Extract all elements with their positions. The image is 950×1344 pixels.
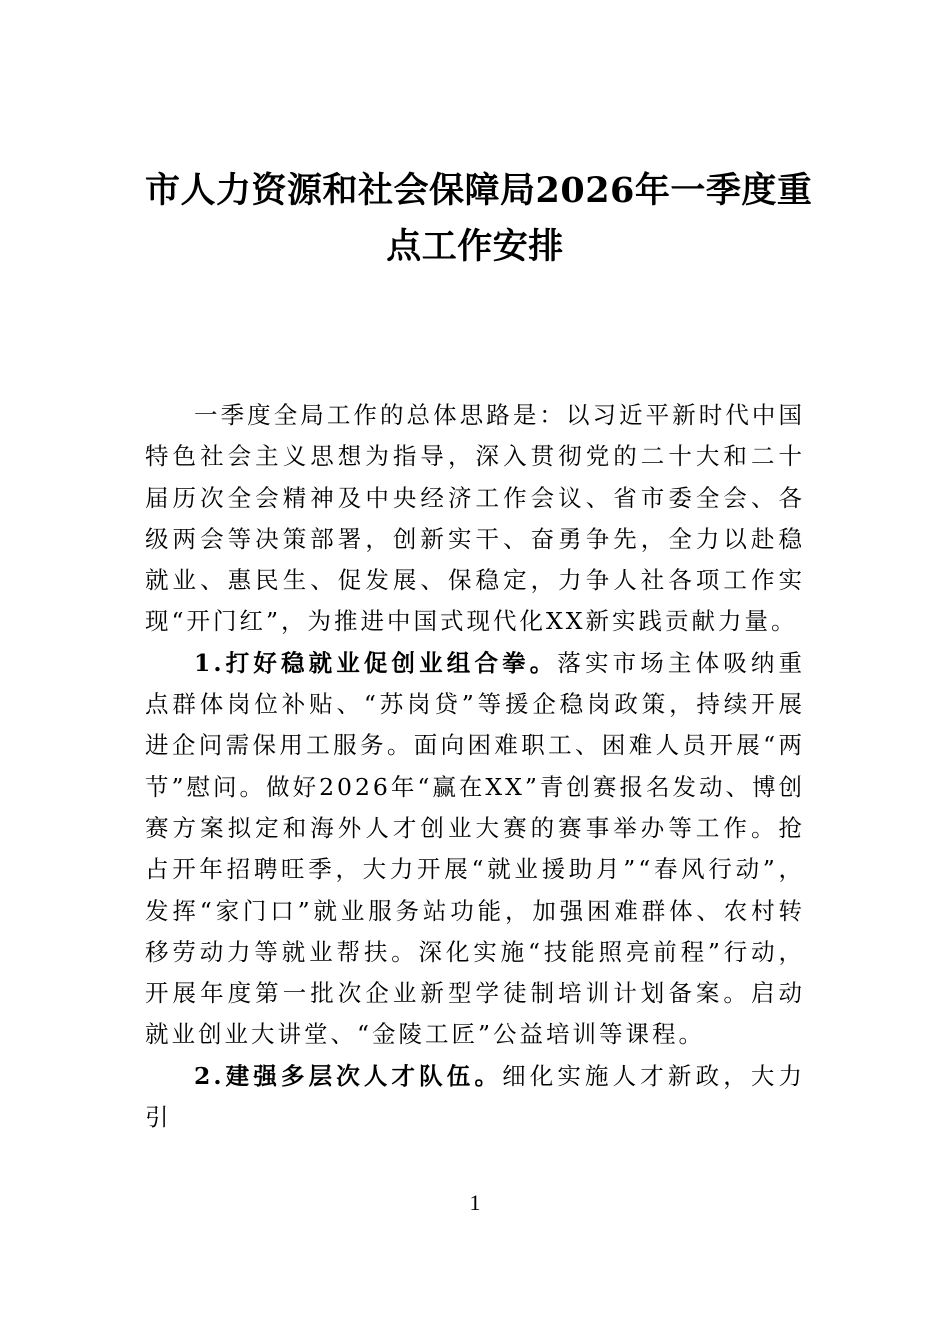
page-number: 1 xyxy=(469,1190,481,1215)
title-line-2: 点工作安排 xyxy=(386,226,564,267)
document-body xyxy=(145,395,805,1138)
title-line-1: 市人力资源和社会保障局2026年一季度重 xyxy=(145,170,813,211)
section-heading-2: 2.建强多层次人才队伍。 xyxy=(194,1061,503,1090)
section-heading-1: 1.打好稳就业促创业组合拳。 xyxy=(194,648,558,677)
section-paragraph-1 xyxy=(145,643,805,1056)
document-title xyxy=(145,163,813,275)
intro-paragraph: 一季度全局工作的总体思路是：以习近平新时代中国特色社会主义思想为指导，深入贯彻党的二十大和二十届历次全会精神及中央经济工作会议、省市委全会、各级两会等决策部署，创新实干、奋勇争先，全力以赴稳就业、惠民生、促发展、保稳定，力争人社各项工作实现“开门红”，为推进中国式现代化XX新实践贡献力量。 xyxy=(145,401,805,636)
section-text-2: 细化实施人才新政，大力引 xyxy=(145,1061,805,1132)
section-text-1: 落实市场主体吸纳重点群体岗位补贴、“苏岗贷”等援企稳岗政策，持续开展进企问需保用工服务。面向困难职工、困难人员开展“两节”慰问。做好2026年“赢在XX”青创赛报名发动、博创赛方案拟定和海外人才创业大赛的赛事举办等工作。抢占开年招聘旺季，大力开展“就业援助月”“春风行动”，发挥“家门口”就业服务站功能，加强困难群体、农村转移劳动力等就业帮扶。深化实施“技能照亮前程”行动，开展年度第一批次企业新型学徒制培训计划备案。启动就业创业大讲堂、“金陵工匠”公益培训等课程。 xyxy=(145,648,805,1049)
section-paragraph-2 xyxy=(145,1056,805,1139)
